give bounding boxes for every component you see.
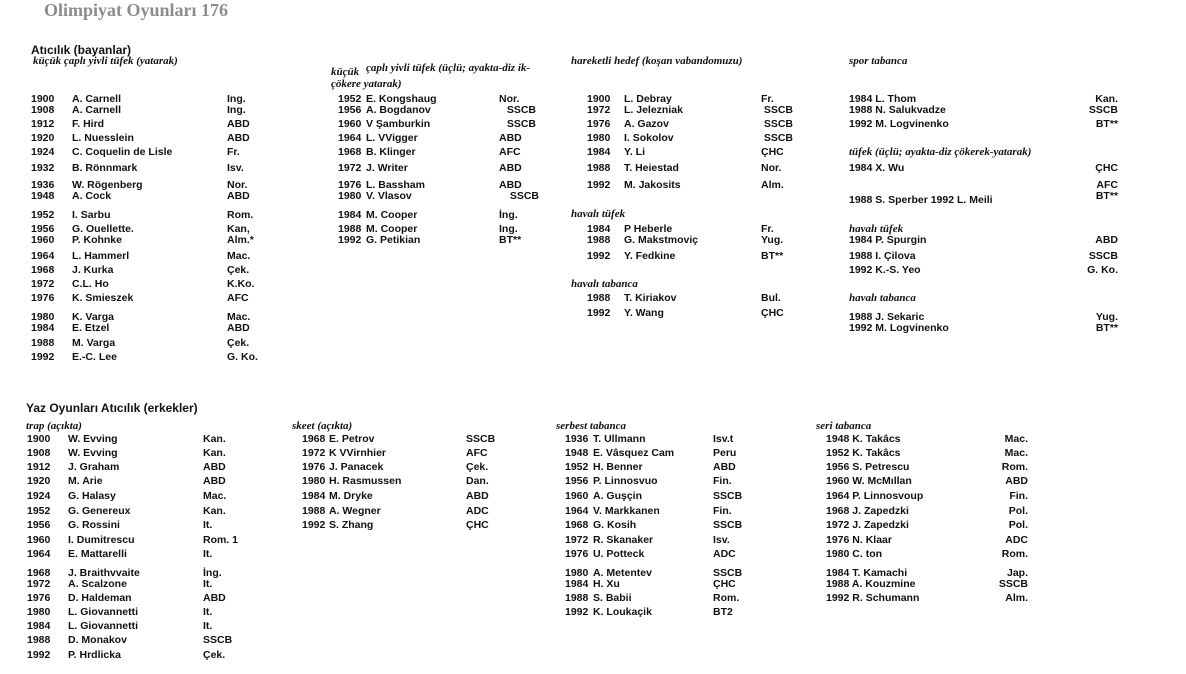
country-code: ABD xyxy=(499,179,522,191)
result-year: 1968 xyxy=(338,146,362,158)
athlete-name: M. Dryke xyxy=(329,490,373,502)
athlete-name: J. Panacek xyxy=(329,461,384,473)
athlete-name: Y. Li xyxy=(624,146,646,158)
athlete-name: J. Writer xyxy=(366,162,408,174)
result-entry: 1988 S. Sperber 1992 L. Meili xyxy=(849,194,993,206)
country-code: It. xyxy=(203,606,213,618)
result-entry: 1964 P. Linnosvoup xyxy=(826,490,924,502)
athlete-name: W. Evving xyxy=(68,433,118,445)
athlete-name: H. Benner xyxy=(593,461,643,473)
country-code: Pol. xyxy=(1008,519,1028,531)
result-year: 1984 xyxy=(27,620,51,632)
result-year: 1960 xyxy=(31,234,55,246)
athlete-name: T. Kiriakov xyxy=(624,292,677,304)
country-code: BT** xyxy=(761,250,784,262)
country-code: Alm. xyxy=(761,179,784,191)
country-code: Mac. xyxy=(1004,433,1028,445)
result-entry: 1992 M. Logvinenko xyxy=(849,322,949,334)
result-year: 1936 xyxy=(31,179,55,191)
result-entry: 1952 K. Takâcs xyxy=(826,447,901,459)
country-code: SSCB xyxy=(506,104,536,116)
result-year: 1988 xyxy=(587,234,611,246)
result-year: 1960 xyxy=(27,534,51,546)
country-code: BT** xyxy=(1095,190,1118,202)
athlete-name: M. Cooper xyxy=(366,209,418,221)
country-code: Pol. xyxy=(1008,505,1028,517)
athlete-name: C. Coquelin de Lisle xyxy=(72,146,173,158)
athlete-name: L. VVigger xyxy=(366,132,418,144)
country-code: ADC xyxy=(466,505,489,517)
country-code: AFC xyxy=(227,292,249,304)
athlete-name: P. Kohnke xyxy=(72,234,122,246)
result-year: 1992 xyxy=(587,307,611,319)
result-year: 1976 xyxy=(338,179,362,191)
country-code: It. xyxy=(203,519,213,531)
country-code: Ing. xyxy=(499,223,518,235)
athlete-name: V. Vlasov xyxy=(366,190,412,202)
country-code: BT** xyxy=(1095,322,1118,334)
result-year: 1968 xyxy=(27,567,51,579)
result-entry: 1972 J. Zapedzki xyxy=(826,519,909,531)
result-entry: 1988 I. Çilova xyxy=(849,250,916,262)
result-year: 1912 xyxy=(27,461,51,473)
country-code: ABD xyxy=(227,190,250,202)
country-code: BT** xyxy=(499,234,522,246)
result-year: 1968 xyxy=(565,519,589,531)
women-smallbore-3pos-title: çaplı yivli tüfek (üçlü; ayakta-diz ik- xyxy=(366,62,531,74)
country-code: SSCB xyxy=(998,578,1028,590)
country-code: Mac. xyxy=(227,250,251,262)
country-code: İng. xyxy=(499,209,518,221)
country-code: It. xyxy=(203,620,213,632)
country-code: Isv.t xyxy=(713,433,734,445)
country-code: Kan. xyxy=(1095,93,1118,105)
result-year: 1992 xyxy=(587,179,611,191)
result-year: 1956 xyxy=(338,104,362,116)
result-entry: 1948 K. Takâcs xyxy=(826,433,901,445)
country-code: ÇHC xyxy=(761,146,784,158)
result-year: 1968 xyxy=(31,264,55,276)
country-code: Rom. xyxy=(713,592,740,604)
women-air-pistol-title: havalı tabanca xyxy=(571,278,638,290)
athlete-name: Y. Fedkine xyxy=(624,250,676,262)
result-year: 1988 xyxy=(587,292,611,304)
country-code: Dan. xyxy=(466,475,489,487)
athlete-name: K. Varga xyxy=(72,311,115,323)
result-year: 1988 xyxy=(31,337,55,349)
country-code: SSCB xyxy=(763,132,793,144)
athlete-name: P Heberle xyxy=(624,223,673,235)
athlete-name: E. Etzel xyxy=(72,322,110,334)
athlete-name: S. Babii xyxy=(593,592,632,604)
result-year: 1972 xyxy=(565,534,589,546)
athlete-name: P. Linnosvuo xyxy=(593,475,658,487)
country-code: AFC xyxy=(1096,179,1118,191)
country-code: ABD xyxy=(227,322,250,334)
country-code: Ing. xyxy=(227,104,246,116)
men-rapid-pistol-title: seri tabanca xyxy=(816,420,872,432)
athlete-name: A. Guşçin xyxy=(593,490,643,502)
country-code: ÇHC xyxy=(713,578,736,590)
athlete-name: E. Vâsquez Cam xyxy=(593,447,675,459)
result-year: 1984 xyxy=(587,146,611,158)
athlete-name: J. Kurka xyxy=(72,264,114,276)
result-year: 1900 xyxy=(31,93,55,105)
country-code: ABD xyxy=(1095,234,1118,246)
athlete-name: S. Zhang xyxy=(329,519,374,531)
section-heading-men: Yaz Oyunları Atıcılık (erkekler) xyxy=(26,401,198,415)
country-code: Ing. xyxy=(227,93,246,105)
athlete-name: I. Sokolov xyxy=(624,132,674,144)
country-code: SSCB xyxy=(713,490,743,502)
country-code: Mac. xyxy=(203,490,227,502)
country-code: ADC xyxy=(713,548,736,560)
result-year: 1976 xyxy=(302,461,326,473)
athlete-name: T. Heiestad xyxy=(624,162,679,174)
women-air-pistol2-title: havalı tabanca xyxy=(849,292,916,304)
country-code: Rom. xyxy=(1001,461,1028,473)
result-year: 1924 xyxy=(27,490,51,502)
country-code: SSCB xyxy=(763,104,793,116)
result-year: 1960 xyxy=(338,118,362,130)
result-year: 1980 xyxy=(27,606,51,618)
athlete-name: W. Rögenberg xyxy=(72,179,143,191)
country-code: Çek. xyxy=(227,337,250,349)
result-year: 1908 xyxy=(27,447,51,459)
athlete-name: E. Petrov xyxy=(329,433,375,445)
athlete-name: B. Klinger xyxy=(366,146,416,158)
athlete-name: I. Sarbu xyxy=(72,209,111,221)
women-running-target-title: hareketli hedef (koşan vabandomuzu) xyxy=(571,55,743,67)
country-code: Isv. xyxy=(227,162,244,174)
women-rifle-3pos-title: tüfek (üçlü; ayakta-diz çökerek-yatarak) xyxy=(849,146,1032,158)
result-entry: 1992 M. Logvinenko xyxy=(849,118,949,130)
result-year: 1924 xyxy=(31,146,55,158)
athlete-name: G. Petikian xyxy=(366,234,421,246)
result-year: 1960 xyxy=(565,490,589,502)
athlete-name: H. Rasmussen xyxy=(329,475,402,487)
result-entry: 1984 P. Spurgin xyxy=(849,234,927,246)
result-year: 1992 xyxy=(27,649,51,661)
athlete-name: M. Arie xyxy=(68,475,103,487)
athlete-name: G. Genereux xyxy=(68,505,131,517)
athlete-name: L. Bassham xyxy=(366,179,425,191)
women-air-rifle2-title: havalı tüfek xyxy=(849,223,904,235)
country-code: Kan, xyxy=(227,223,250,235)
men-trap-title: trap (açıkta) xyxy=(26,420,82,432)
result-year: 1988 xyxy=(587,162,611,174)
athlete-name: D. Monakov xyxy=(68,634,127,646)
athlete-name: E. Kongshaug xyxy=(366,93,437,105)
country-code: Mac. xyxy=(227,311,251,323)
country-code: Alm. xyxy=(1005,592,1028,604)
result-year: 1952 xyxy=(565,461,589,473)
result-year: 1988 xyxy=(302,505,326,517)
result-entry: 1988 A. Kouzmine xyxy=(826,578,916,590)
result-year: 1976 xyxy=(587,118,611,130)
country-code: Rom. xyxy=(1001,548,1028,560)
women-smallbore-3pos-title: küçük xyxy=(331,66,360,78)
country-code: ABD xyxy=(713,461,736,473)
result-year: 1980 xyxy=(587,132,611,144)
country-code: Fin. xyxy=(713,475,732,487)
result-year: 1972 xyxy=(31,278,55,290)
result-year: 1972 xyxy=(338,162,362,174)
country-code: ÇHC xyxy=(761,307,784,319)
athlete-name: P. Hrdlicka xyxy=(68,649,121,661)
result-year: 1988 xyxy=(27,634,51,646)
athlete-name: L. Giovannetti xyxy=(68,606,139,618)
result-year: 1920 xyxy=(27,475,51,487)
country-code: SSCB xyxy=(203,634,233,646)
country-code: ABD xyxy=(466,490,489,502)
result-year: 1964 xyxy=(27,548,51,560)
section-heading-women: Atıcılık (bayanlar) xyxy=(31,43,132,57)
country-code: SSCB xyxy=(713,519,743,531)
result-year: 1948 xyxy=(31,190,55,202)
result-year: 1992 xyxy=(338,234,362,246)
athlete-name: R. Skanaker xyxy=(593,534,654,546)
result-year: 1976 xyxy=(565,548,589,560)
country-code: Çek. xyxy=(466,461,489,473)
result-entry: 1984 T. Kamachi xyxy=(826,567,908,579)
athlete-name: V Şamburkin xyxy=(366,118,431,130)
result-year: 1980 xyxy=(565,567,589,579)
country-code: Nor. xyxy=(227,179,248,191)
result-year: 1932 xyxy=(31,162,55,174)
athlete-name: A. Carnell xyxy=(72,93,122,105)
country-code: BT2 xyxy=(713,606,733,618)
country-code: G. Ko. xyxy=(227,351,258,363)
result-entry: 1956 S. Petrescu xyxy=(826,461,910,473)
result-year: 1948 xyxy=(565,447,589,459)
country-code: Peru xyxy=(713,447,737,459)
country-code: ABD xyxy=(203,475,226,487)
result-year: 1988 xyxy=(338,223,362,235)
result-year: 1956 xyxy=(565,475,589,487)
country-code: G. Ko. xyxy=(1087,264,1118,276)
athlete-name: C.L. Ho xyxy=(72,278,109,290)
result-year: 1972 xyxy=(27,578,51,590)
women-air-rifle-title: havalı tüfek xyxy=(571,208,626,220)
country-code: BT** xyxy=(1095,118,1118,130)
country-code: ABD xyxy=(203,461,226,473)
country-code: Kan. xyxy=(203,433,226,445)
result-year: 1952 xyxy=(27,505,51,517)
country-code: ABD xyxy=(203,592,226,604)
country-code: ABD xyxy=(227,118,250,130)
athlete-name: A. Bogdanov xyxy=(366,104,431,116)
country-code: Kan. xyxy=(203,447,226,459)
result-year: 1972 xyxy=(302,447,326,459)
athlete-name: K. Smieszek xyxy=(72,292,134,304)
result-year: 1900 xyxy=(587,93,611,105)
athlete-name: L. Jelezniak xyxy=(624,104,683,116)
result-year: 1992 xyxy=(587,250,611,262)
athlete-name: G. Rossini xyxy=(68,519,120,531)
result-year: 1900 xyxy=(27,433,51,445)
country-code: Fin. xyxy=(713,505,732,517)
result-year: 1936 xyxy=(565,433,589,445)
result-year: 1908 xyxy=(31,104,55,116)
athlete-name: M. Varga xyxy=(72,337,116,349)
athlete-name: A. Metentev xyxy=(593,567,652,579)
result-year: 1968 xyxy=(302,433,326,445)
athlete-name: E. Mattarelli xyxy=(68,548,127,560)
athlete-name: L. Hammerl xyxy=(72,250,130,262)
country-code: SSCB xyxy=(509,190,539,202)
country-code: ABD xyxy=(1005,475,1028,487)
country-code: Çek. xyxy=(227,264,250,276)
country-code: İng. xyxy=(203,567,222,579)
athlete-name: H. Xu xyxy=(593,578,620,590)
country-code: K.Ko. xyxy=(227,278,255,290)
country-code: Rom. xyxy=(227,209,254,221)
country-code: AFC xyxy=(499,146,521,158)
athlete-name: W. Evving xyxy=(68,447,118,459)
athlete-name: B. Rönnmark xyxy=(72,162,138,174)
result-entry: 1992 R. Schumann xyxy=(826,592,920,604)
country-code: Kan. xyxy=(203,505,226,517)
country-code: ÇHC xyxy=(1095,162,1118,174)
country-code: Fin. xyxy=(1009,490,1028,502)
country-code: ABD xyxy=(499,162,522,174)
result-year: 1964 xyxy=(338,132,362,144)
country-code: ABD xyxy=(227,132,250,144)
result-year: 1992 xyxy=(31,351,55,363)
result-entry: 1968 J. Zapedzki xyxy=(826,505,909,517)
athlete-name: K VVirnhier xyxy=(329,447,386,459)
result-year: 1992 xyxy=(565,606,589,618)
result-year: 1952 xyxy=(338,93,362,105)
result-year: 1976 xyxy=(31,292,55,304)
result-year: 1980 xyxy=(31,311,55,323)
country-code: It. xyxy=(203,578,213,590)
athlete-name: M. Jakosits xyxy=(624,179,681,191)
men-free-pistol-title: serbest tabanca xyxy=(556,420,626,432)
result-entry: 1960 W. McMıllan xyxy=(826,475,912,487)
country-code: SSCB xyxy=(1088,104,1118,116)
country-code: Jap. xyxy=(1006,567,1028,579)
result-year: 1964 xyxy=(31,250,55,262)
athlete-name: T. Ullmann xyxy=(593,433,646,445)
athlete-name: G. Halasy xyxy=(68,490,116,502)
result-year: 1952 xyxy=(31,209,55,221)
country-code: SSCB xyxy=(466,433,496,445)
athlete-name: U. Potteck xyxy=(593,548,645,560)
result-year: 1992 xyxy=(302,519,326,531)
country-code: Fr. xyxy=(761,93,774,105)
result-year: 1984 xyxy=(31,322,55,334)
country-code: Mac. xyxy=(1004,447,1028,459)
athlete-name: M. Cooper xyxy=(366,223,418,235)
result-entry: 1992 K.-S. Yeo xyxy=(849,264,921,276)
athlete-name: K. Loukaçik xyxy=(593,606,652,618)
athlete-name: G. Kosih xyxy=(593,519,637,531)
country-code: Fr. xyxy=(761,223,774,235)
country-code: ÇHC xyxy=(466,519,489,531)
country-code: Yug. xyxy=(761,234,784,246)
country-code: Isv. xyxy=(713,534,730,546)
result-year: 1984 xyxy=(302,490,326,502)
result-year: 1912 xyxy=(31,118,55,130)
result-entry: 1984 X. Wu xyxy=(849,162,905,174)
country-code: SSCB xyxy=(1088,250,1118,262)
women-smallbore-prone-title: küçük çaplı yivli tüfek (yatarak) xyxy=(33,55,178,67)
country-code: Yug. xyxy=(1095,311,1118,323)
country-code: ABD xyxy=(499,132,522,144)
country-code: SSCB xyxy=(763,118,793,130)
result-year: 1984 xyxy=(338,209,362,221)
country-code: Rom. 1 xyxy=(203,534,239,546)
result-year: 1972 xyxy=(587,104,611,116)
women-sport-pistol-title: spor tabanca xyxy=(849,55,908,67)
country-code: Nor. xyxy=(761,162,782,174)
result-entry: 1988 N. Salukvadze xyxy=(849,104,946,116)
result-entry: 1976 N. Klaar xyxy=(826,534,892,546)
athlete-name: J. Braithvvaite xyxy=(68,567,140,579)
result-year: 1980 xyxy=(302,475,326,487)
country-code: AFC xyxy=(466,447,488,459)
athlete-name: A. Gazov xyxy=(624,118,669,130)
result-year: 1920 xyxy=(31,132,55,144)
athlete-name: V. Markkanen xyxy=(593,505,660,517)
athlete-name: L. Nuesslein xyxy=(72,132,134,144)
result-year: 1956 xyxy=(31,223,55,235)
page-title: Olimpiyat Oyunları 176 xyxy=(44,0,229,20)
result-year: 1980 xyxy=(338,190,362,202)
athlete-name: L. Debray xyxy=(624,93,672,105)
country-code: Bul. xyxy=(761,292,781,304)
country-code: ADC xyxy=(1005,534,1028,546)
country-code: SSCB xyxy=(713,567,743,579)
result-year: 1964 xyxy=(565,505,589,517)
athlete-name: G. Ouellette. xyxy=(72,223,134,235)
country-code: Nor. xyxy=(499,93,520,105)
country-code: Fr. xyxy=(227,146,240,158)
athlete-name: J. Graham xyxy=(68,461,120,473)
country-code: Alm.* xyxy=(227,234,254,246)
athlete-name: E.-C. Lee xyxy=(72,351,117,363)
athlete-name: I. Dumitrescu xyxy=(68,534,135,546)
result-entry: 1984 L. Thom xyxy=(849,93,917,105)
men-skeet-title: skeet (açıkta) xyxy=(292,420,353,432)
athlete-name: F. Hird xyxy=(72,118,105,130)
women-smallbore-3pos-title: çökere yatarak) xyxy=(331,78,402,90)
result-year: 1956 xyxy=(27,519,51,531)
athlete-name: A. Scalzone xyxy=(68,578,127,590)
athlete-name: G. Makstmoviç xyxy=(624,234,699,246)
result-year: 1976 xyxy=(27,592,51,604)
country-code: SSCB xyxy=(506,118,536,130)
result-year: 1984 xyxy=(565,578,589,590)
country-code: It. xyxy=(203,548,213,560)
athlete-name: D. Haldeman xyxy=(68,592,132,604)
athlete-name: A. Carnell xyxy=(72,104,122,116)
result-entry: 1988 J. Sekaric xyxy=(849,311,925,323)
country-code: Çek. xyxy=(203,649,226,661)
result-year: 1984 xyxy=(587,223,611,235)
athlete-name: L. Giovannetti xyxy=(68,620,139,632)
result-year: 1988 xyxy=(565,592,589,604)
athlete-name: A. Cock xyxy=(72,190,112,202)
athlete-name: A. Wegner xyxy=(329,505,381,517)
athlete-name: Y. Wang xyxy=(624,307,664,319)
result-entry: 1980 C. ton xyxy=(826,548,883,560)
